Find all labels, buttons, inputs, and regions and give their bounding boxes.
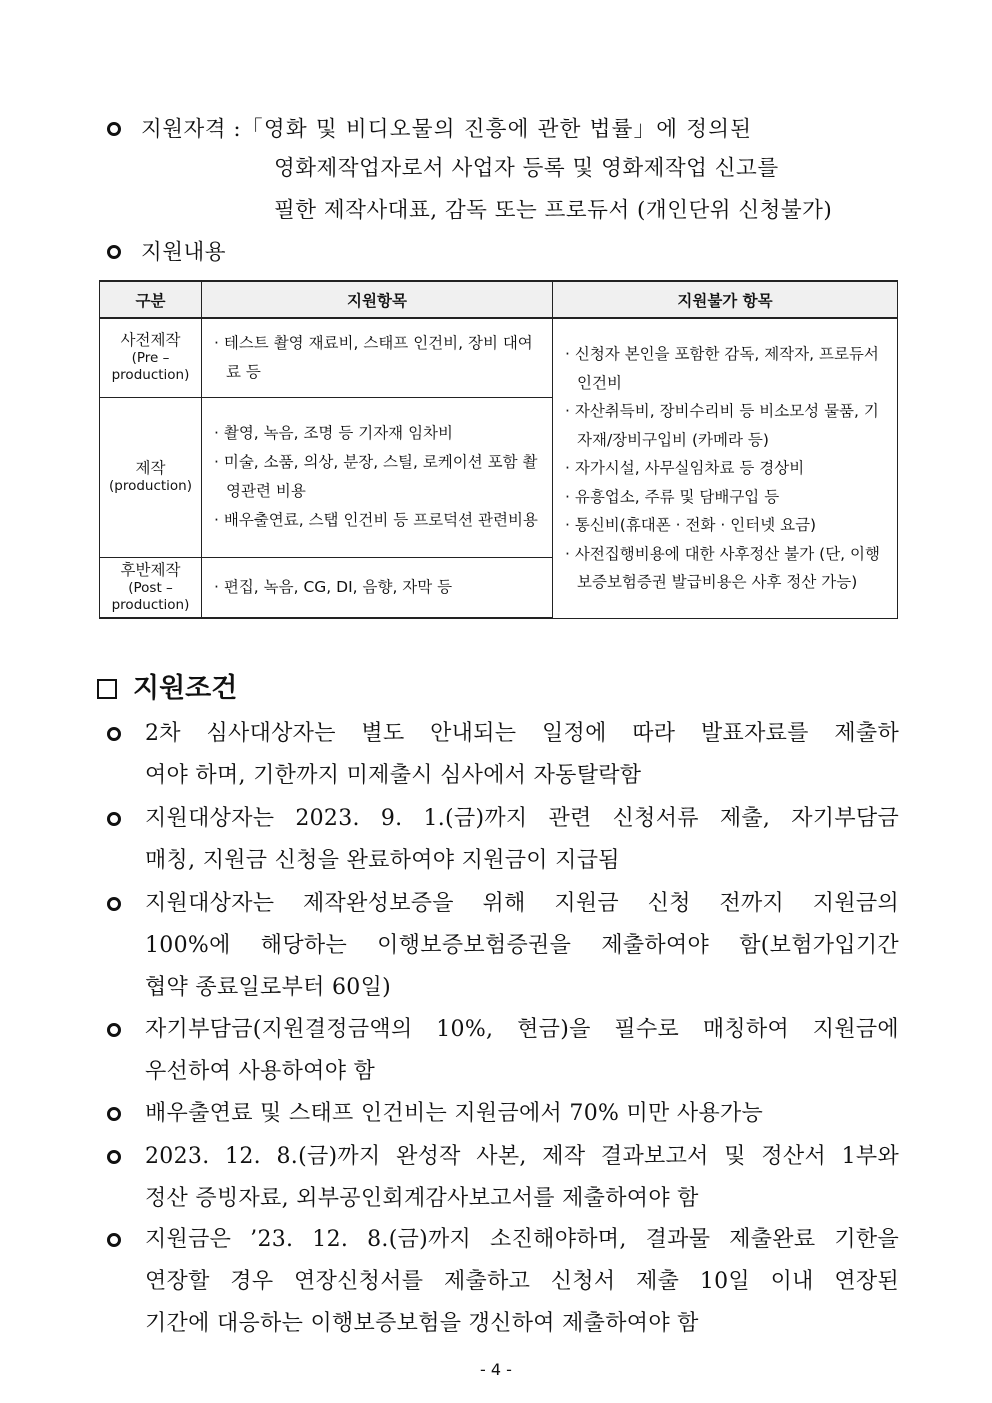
condition-line: 지원대상자는 2023. 9. 1.(금)까지 관련 신청서류 제출, 자기부담금 <box>145 806 899 831</box>
items-cell <box>202 557 553 618</box>
list-item: · 사전집행비용에 대한 사후정산 불가 (단, 이행보증보험증권 발급비용은 사후 정산 가능) <box>565 544 880 591</box>
content-row <box>107 236 226 270</box>
list-item: · 유흥업소, 주류 및 담배구입 등 <box>565 487 780 506</box>
category-cell <box>100 318 202 397</box>
condition-item <box>107 1009 899 1093</box>
condition-line: 매칭, 지원금 신청을 완료하여야 지원금이 지급됨 <box>145 848 620 873</box>
condition-line: 연장할 경우 연장신청서를 제출하고 신청서 제출 10일 이내 연장된 <box>145 1269 899 1294</box>
condition-item <box>107 1093 899 1135</box>
qualification-row <box>107 113 752 147</box>
qualification-line3: 필한 제작사대표, 감독 또는 프로듀서 (개인단위 신청불가) <box>274 198 833 223</box>
condition-line: 여야 하며, 기한까지 미제출시 심사에서 자동탈락함 <box>145 763 642 788</box>
condition-item <box>107 1136 899 1220</box>
category-cell <box>100 397 202 557</box>
table-row <box>100 318 898 397</box>
circle-bullet-icon <box>107 1150 121 1164</box>
header-supported-items: 지원항목 <box>202 281 553 318</box>
qualification-line2: 영화제작업자로서 사업자 등록 및 영화제작업 신고를 <box>274 156 779 181</box>
circle-bullet-icon <box>107 122 121 136</box>
category-sub: (production) <box>108 478 193 494</box>
condition-line: 자기부담금(지원결정금액의 10%, 현금)을 필수로 매칭하여 지원금에 <box>145 1017 899 1042</box>
condition-line: 2023. 12. 8.(금)까지 완성작 사본, 제작 결과보고서 및 정산서 1부와 <box>145 1144 899 1169</box>
qualification-line1: 「영화 및 비디오물의 진흥에 관한 법률」에 정의된 <box>241 117 753 142</box>
condition-line: 협약 종료일로부터 60일) <box>145 975 392 1000</box>
list-item: · 배우출연료, 스탭 인건비 등 프로덕션 관련비용 <box>214 511 538 529</box>
category-sub: (Post – production) <box>111 579 190 613</box>
list-item: · 미술, 소품, 의상, 분장, 스틸, 로케이션 포함 촬영관련 비용 <box>214 453 538 500</box>
condition-line: 우선하여 사용하여야 함 <box>145 1059 376 1084</box>
condition-line: 100%에 해당하는 이행보증보험증권을 제출하여야 함(보험가입기간 <box>145 933 899 958</box>
list-item: · 자산취득비, 장비수리비 등 비소모성 물품, 기자재/장비구입비 (카메라 등) <box>565 402 879 449</box>
square-bullet-icon <box>97 679 117 699</box>
condition-line: 지원대상자는 제작완성보증을 위해 지원금 신청 전까지 지원금의 <box>145 891 899 916</box>
condition-item <box>107 1219 899 1345</box>
table-header-row <box>100 281 898 318</box>
condition-line: 정산 증빙자료, 외부공인회계감사보고서를 제출하여야 함 <box>145 1186 699 1211</box>
category-name: 제작 <box>135 459 166 477</box>
circle-bullet-icon <box>107 1233 121 1247</box>
page-number: - 4 - <box>480 1360 512 1379</box>
qualification-label: 지원자격 : <box>141 117 242 142</box>
list-item: · 테스트 촬영 재료비, 스태프 인건비, 장비 대여료 등 <box>214 333 533 381</box>
header-category: 구분 <box>100 281 202 318</box>
support-table <box>99 280 898 619</box>
circle-bullet-icon <box>107 1107 121 1121</box>
items-cell <box>202 318 553 397</box>
category-name: 후반제작 <box>120 560 181 579</box>
circle-bullet-icon <box>107 812 121 826</box>
section-title <box>97 666 237 705</box>
condition-item <box>107 713 899 797</box>
items-cell <box>202 397 553 557</box>
condition-line: 2차 심사대상자는 별도 안내되는 일정에 따라 발표자료를 제출하 <box>145 721 899 746</box>
condition-line: 배우출연료 및 스태프 인건비는 지원금에서 70% 미만 사용가능 <box>145 1101 764 1126</box>
circle-bullet-icon <box>107 897 121 911</box>
list-item: · 자가시설, 사무실임차료 등 경상비 <box>565 459 805 477</box>
condition-line: 지원금은 ’23. 12. 8.(금)까지 소진해야하며, 결과물 제출완료 기한을 <box>145 1227 899 1252</box>
category-name: 사전제작 <box>120 331 181 350</box>
content-label: 지원내용 <box>141 240 227 265</box>
category-sub: (Pre – production) <box>111 350 190 384</box>
circle-bullet-icon <box>107 1023 121 1037</box>
header-unsupported-items: 지원불가 항목 <box>553 281 898 318</box>
section-title-text: 지원조건 <box>133 673 238 704</box>
list-item: · 편집, 녹음, CG, DI, 음향, 자막 등 <box>214 577 453 596</box>
list-item: · 통신비(휴대폰 · 전화 · 인터넷 요금) <box>565 516 817 534</box>
circle-bullet-icon <box>107 727 121 741</box>
condition-item <box>107 883 899 1009</box>
condition-line: 기간에 대응하는 이행보증보험을 갱신하여 제출하여야 함 <box>145 1311 699 1336</box>
list-item: · 촬영, 녹음, 조명 등 기자재 임차비 <box>214 424 453 442</box>
condition-item <box>107 798 899 882</box>
unsupported-cell <box>553 318 898 618</box>
list-item: · 신청자 본인을 포함한 감독, 제작자, 프로듀서 인건비 <box>565 345 879 392</box>
category-cell <box>100 557 202 618</box>
circle-bullet-icon <box>107 245 121 259</box>
